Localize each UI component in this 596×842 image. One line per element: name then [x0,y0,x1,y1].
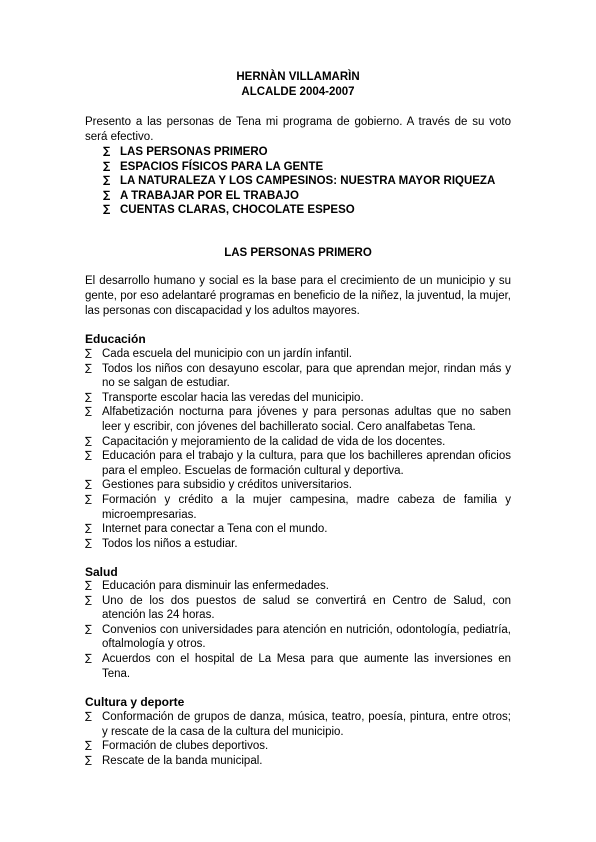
program-item-text: A TRABAJAR POR EL TRABAJO [120,189,299,202]
section-intro: El desarrollo humano y social es la base para el crecimiento de un municipio y su gente, por eso adelantaré programas en beneficio de la niñez, la juventud, la mujer, las personas con discapacidad y los adultos mayores. [85,275,511,317]
program-item [85,174,511,189]
bullet-icon: ∑ [85,594,92,606]
bullet-icon: ∑ [103,175,111,187]
salud-list [85,579,511,681]
bullet-icon: ∑ [103,146,111,157]
salud-item [85,594,511,623]
educacion-item [85,347,511,362]
program-item [85,203,511,218]
educacion-item [85,478,511,493]
bullet-icon: ∑ [85,362,92,374]
bullet-icon: ∑ [85,391,92,403]
salud-item [85,652,511,681]
bullet-icon: ∑ [85,523,92,535]
bullet-icon: ∑ [85,435,92,447]
educacion-list [85,347,511,551]
educacion-item-text: Capacitación y mejoramiento de la calidad de vida de los docentes. [102,435,446,448]
educacion-item-text: Cada escuela del municipio con un jardín infantil. [102,348,352,360]
cultura-item [85,739,511,754]
educacion-item [85,522,511,537]
author-role: ALCALDE 2004-2007 [241,86,355,98]
bullet-icon: ∑ [85,450,92,462]
bullet-icon: ∑ [85,479,92,491]
program-item [85,189,511,204]
salud-item-text: Educación para disminuir las enfermedades. [102,580,329,592]
cultura-list [85,710,511,768]
educacion-item-text: Todos los niños a estudiar. [102,537,238,550]
program-item-text: LAS PERSONAS PRIMERO [120,146,268,158]
bullet-icon: ∑ [85,711,92,722]
bullet-icon: ∑ [85,754,92,766]
bullet-icon: ∑ [85,580,92,591]
heading-cultura: Cultura y deporte [85,695,185,709]
bullet-icon: ∑ [85,348,92,359]
salud-item-text: Convenios con universidades para atención en nutrición, odontología, pediatría, oftalmología y otros. [102,623,511,651]
program-item-text: LA NATURALEZA Y LOS CAMPESINOS: NUESTRA MAYOR RIQUEZA [120,175,496,188]
cultura-item-text: Rescate de la banda municipal. [102,754,263,767]
educacion-item [85,493,511,522]
educacion-item-text: Formación y crédito a la mujer campesina, madre cabeza de familia y microempresarias. [102,493,511,521]
educacion-item [85,537,511,552]
educacion-item [85,362,511,391]
program-item-text: ESPACIOS FÍSICOS PARA LA GENTE [120,160,324,173]
cultura-item-text: Conformación de grupos de danza, música, teatro, poesía, pintura, entre otros; y rescate de la casa de la cultura del municipio. [102,711,511,738]
salud-item-text: Acuerdos con el hospital de La Mesa para que aumente las inversiones en Tena. [102,652,511,680]
educacion-item-text: Alfabetización nocturna para jóvenes y para personas adultas que no saben leer y escribir, con jóvenes del bachillerato social. Cero analfabetas Tena. [102,406,511,433]
salud-item [85,623,511,652]
bullet-icon: ∑ [85,623,92,635]
cultura-item [85,754,511,769]
educacion-item [85,391,511,406]
bullet-icon: ∑ [103,160,111,172]
heading-salud: Salud [85,565,118,579]
bullet-icon: ∑ [85,537,92,549]
bullet-icon: ∑ [103,189,111,201]
educacion-item [85,435,511,450]
educacion-item-text: Todos los niños con desayuno escolar, para que aprendan mejor, rindan más y no se salgan de estudiar. [102,362,511,390]
salud-item [85,579,511,594]
educacion-item [85,405,511,434]
bullet-icon: ∑ [85,652,92,664]
cultura-item-text: Formación de clubes deportivos. [102,740,269,753]
educacion-item [85,449,511,478]
program-list [85,145,511,218]
cultura-item [85,710,511,739]
salud-item-text: Uno de los dos puestos de salud se convertirá en Centro de Salud, con atención las 24 horas. [102,594,511,622]
heading-educacion: Educación [85,332,146,346]
program-item [85,160,511,175]
section-title: LAS PERSONAS PRIMERO [224,247,372,259]
bullet-icon: ∑ [103,204,111,216]
educacion-item-text: Transporte escolar hacia las veredas del municipio. [102,391,364,404]
author-name: HERNÀN VILLAMARÌN [236,71,360,83]
educacion-item-text: Gestiones para subsidio y créditos universitarios. [102,479,352,492]
bullet-icon: ∑ [85,406,92,418]
intro-paragraph: Presento a las personas de Tena mi programa de gobierno. A través de su voto será efectivo. [85,116,511,143]
bullet-icon: ∑ [85,740,92,752]
educacion-item-text: Educación para el trabajo y la cultura, para que los bachilleres aprendan oficios para el empleo. Escuelas de formación cultural y deportiva. [102,450,511,477]
educacion-item-text: Internet para conectar a Tena con el mundo. [102,523,328,536]
program-item-text: CUENTAS CLARAS, CHOCOLATE ESPESO [120,204,355,217]
program-item [85,145,511,160]
bullet-icon: ∑ [85,493,92,505]
